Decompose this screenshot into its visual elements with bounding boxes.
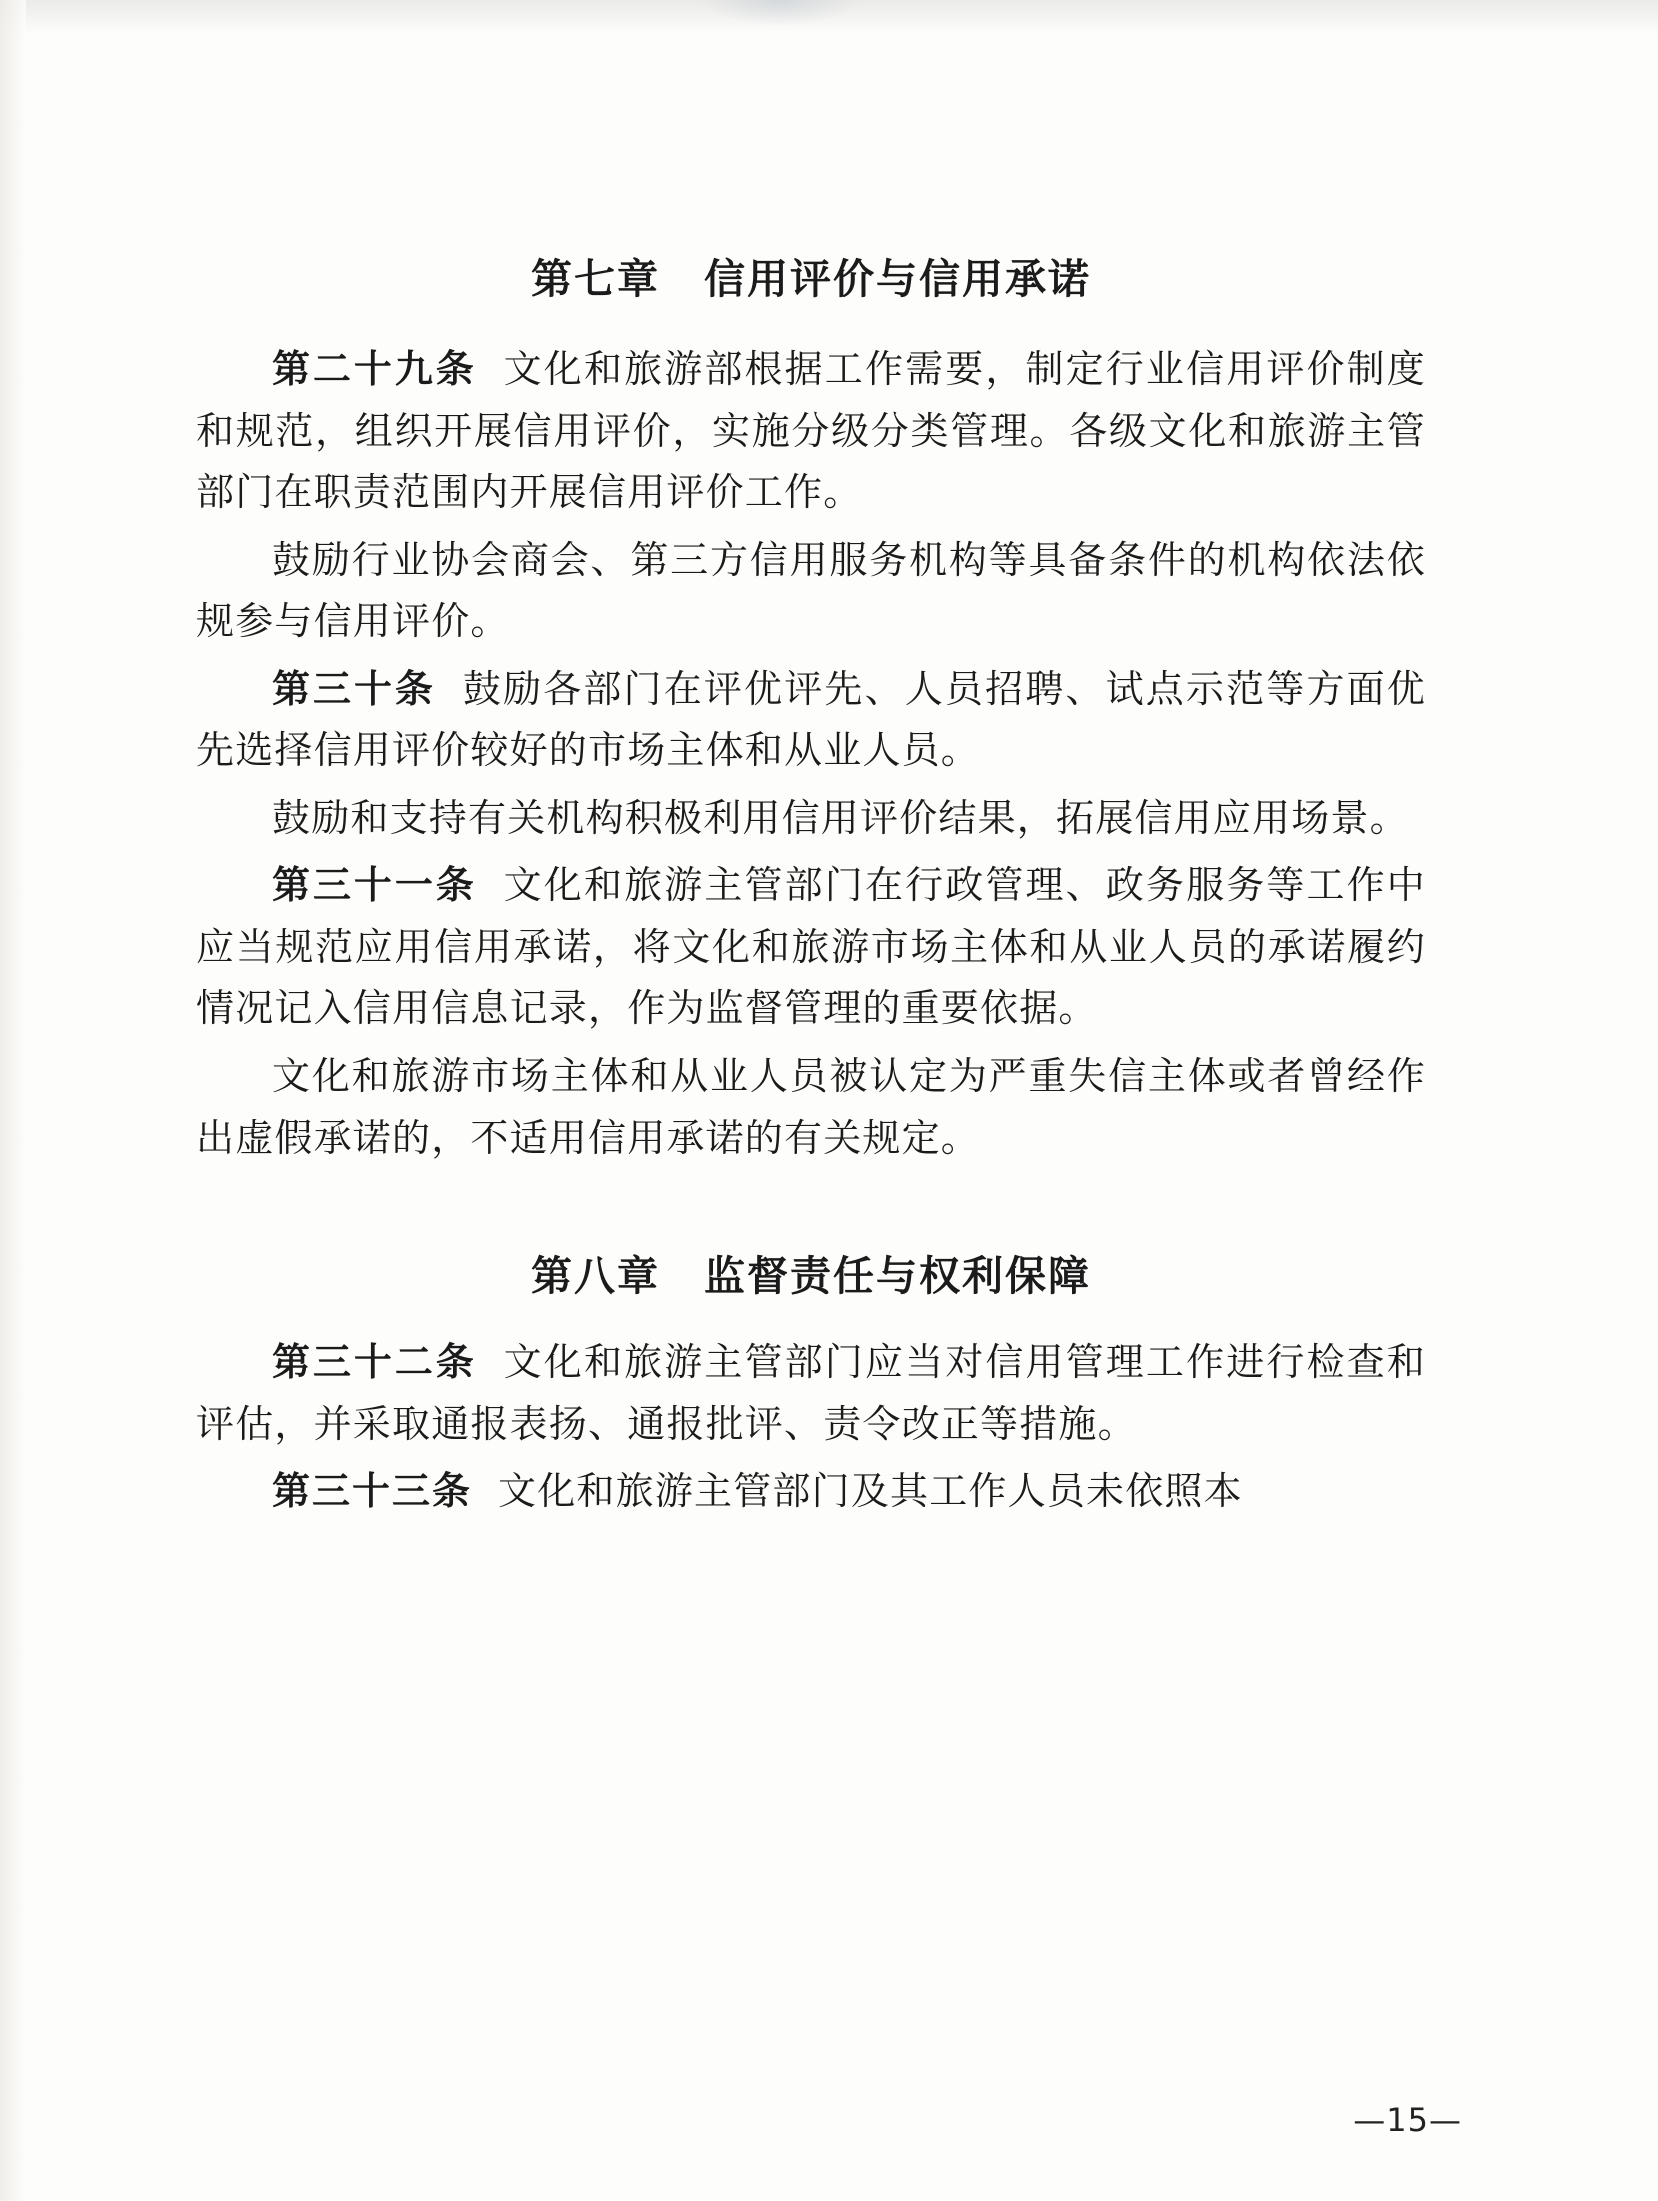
chapter-eight-block (196, 1243, 1426, 1523)
chapter-seven-block (196, 246, 1426, 1169)
paragraph-29-2 (196, 530, 1426, 653)
scan-edge-shading-left (0, 0, 26, 2201)
chapter-eight-title: 监督责任与权利保障 (704, 1252, 1091, 1301)
paragraph-30-2 (196, 788, 1426, 850)
article-number-31: 第三十一条 (272, 863, 477, 908)
paragraph-article-32 (196, 1332, 1426, 1455)
paragraph-text-31-2: 文化和旅游市场主体和从业人员被认定为严重失信主体或者曾经作出虚假承诺的，不适用信用承诺的有关规定。 (196, 1054, 1426, 1160)
chapter-seven-title: 信用评价与信用承诺 (704, 255, 1091, 303)
article-number-32: 第三十二条 (272, 1340, 477, 1385)
chapter-seven-heading (196, 246, 1426, 305)
article-number-33: 第三十三条 (272, 1469, 473, 1514)
paragraph-text-30-2: 鼓励和支持有关机构积极利用信用评价结果，拓展信用应用场景。 (272, 795, 1409, 840)
article-text-31: 文化和旅游主管部门在行政管理、政务服务等工作中应当规范应用信用承诺，将文化和旅游市场主体和从业人员的承诺履约情况记入信用信息记录，作为监督管理的重要依据。 (196, 863, 1426, 1031)
article-text-29: 文化和旅游部根据工作需要，制定行业信用评价制度和规范，组织开展信用评价，实施分级分类管理。各级文化和旅游主管部门在职责范围内开展信用评价工作。 (196, 347, 1426, 515)
paragraph-31-2 (196, 1046, 1426, 1169)
document-body (196, 246, 1426, 1529)
paragraph-article-30 (196, 659, 1426, 782)
paragraph-article-31 (196, 855, 1426, 1040)
page-number: —15— (1353, 2101, 1462, 2139)
article-number-30: 第三十条 (272, 666, 436, 711)
scan-smudge-mark (700, 0, 860, 26)
paragraph-article-29 (196, 339, 1426, 524)
article-text-32: 文化和旅游主管部门应当对信用管理工作进行检查和评估，并采取通报表扬、通报批评、责令改正等措施。 (196, 1340, 1426, 1446)
article-text-33: 文化和旅游主管部门及其工作人员未依照本 (498, 1469, 1243, 1514)
paragraph-article-33 (196, 1461, 1426, 1523)
paragraph-text-29-2: 鼓励行业协会商会、第三方信用服务机构等具备条件的机构依法依规参与信用评价。 (196, 537, 1426, 644)
chapter-eight-number: 第八章 (531, 1252, 660, 1301)
article-text-30: 鼓励各部门在评优评先、人员招聘、试点示范等方面优先选择信用评价较好的市场主体和从业人员。 (196, 666, 1426, 773)
chapter-eight-heading (196, 1243, 1426, 1302)
chapter-seven-number: 第七章 (531, 255, 660, 303)
article-number-29: 第二十九条 (272, 347, 477, 391)
